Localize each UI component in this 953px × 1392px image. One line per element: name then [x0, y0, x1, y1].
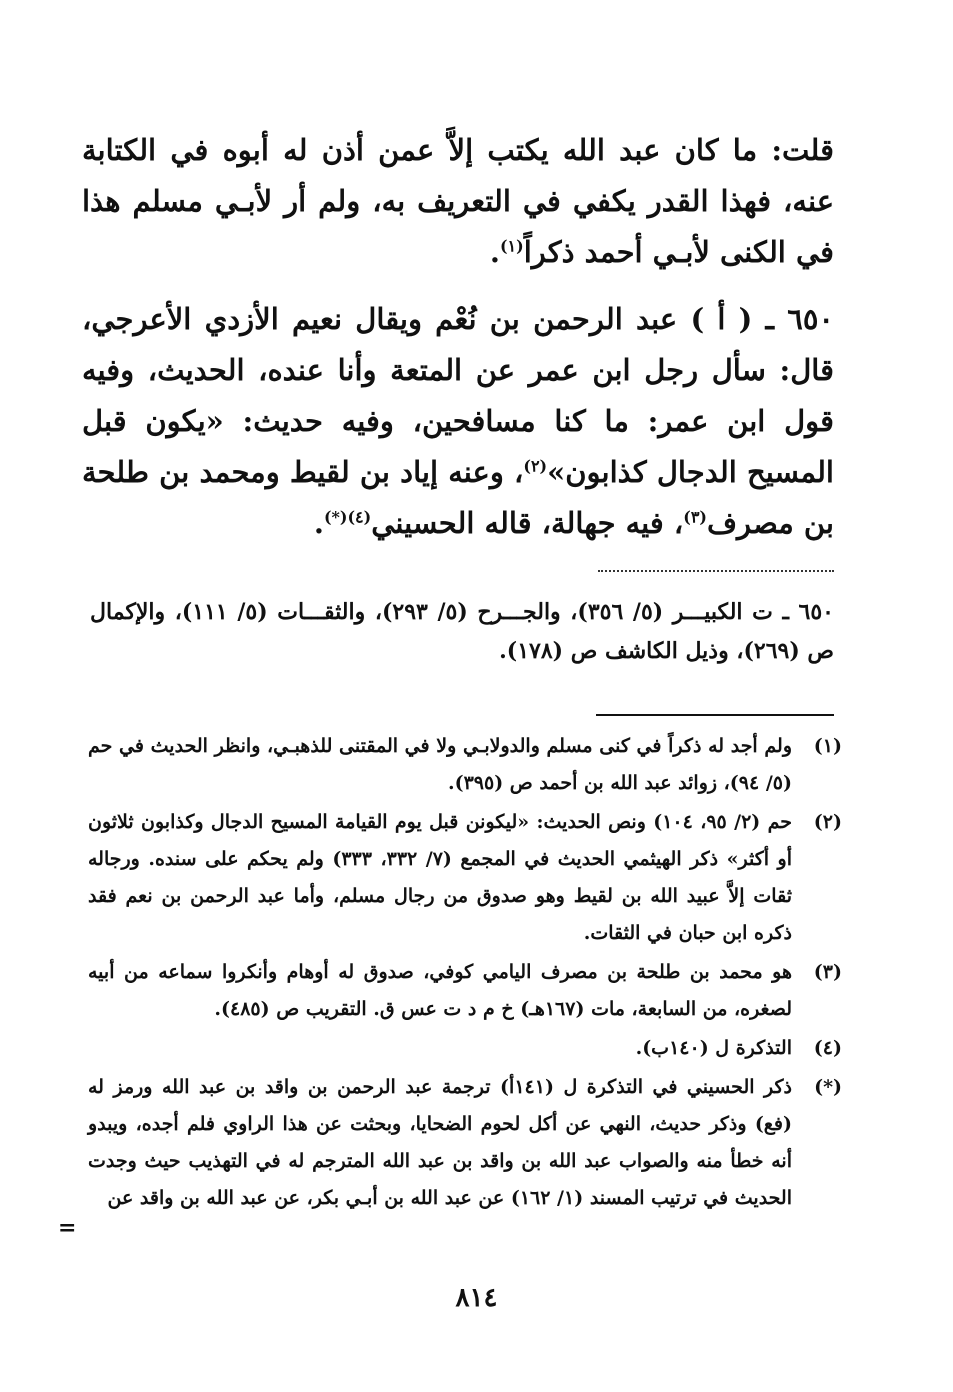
- entry-end: .: [313, 506, 324, 540]
- footnote-4: [88, 1030, 842, 1067]
- source-note-line: ٦٥٠ ـ ت الكبيـــر (٥/ ٣٥٦)، والجـــرح (٥/ ٢٩٣)، والثقـــات (٥/ ١١١)، والإكمال ص (٢٦٩)، وذيل الكاشف ص (١٧٨).: [90, 599, 834, 664]
- footnote-number: (٢): [813, 811, 842, 833]
- paragraph-intro-text: قلت: ما كان عبد الله يكتب إلاَّ عمن أذن له أبوه في الكتابة عنه، فهذا القدر يكفي في التعريف به، ولم أر لأبـي مسلم هذا في الكنى لأبـي أحمد ذكراً: [82, 133, 834, 269]
- source-note: [90, 593, 834, 671]
- footnote-1: [88, 728, 842, 802]
- footnote-rule: [596, 714, 834, 716]
- dotted-separator: [598, 570, 834, 572]
- entry-text-a: ٦٥٠ ـ ( أ ) عبد الرحمن بن نُعْم ويقال نعيم الأزدي الأعرجي، قال: سأل رجل ابن عمر عن المتعة وأنا عنده، الحديث، وفيه قول ابن عمر: ما كنا مسافحين، وفيه حديث: «يكون قبل المسيح الدجال كذابون»: [82, 302, 834, 489]
- footnote-star: [88, 1069, 842, 1217]
- entry-text-c: ، فيه جهالة، قاله الحسيني: [371, 506, 684, 540]
- footnote-ref-4: (٤)(*): [323, 507, 372, 527]
- footnote-number: (١): [813, 735, 842, 757]
- footnote-2: [88, 804, 842, 952]
- footnote-3: [88, 954, 842, 1028]
- footnote-text: ذكر الحسيني في التذكرة ل (١٤١أ) ترجمة عبد الرحمن بن واقد بن عبد الله ورمز له (فع) وذكر حديث، النهي عن أكل لحوم الضحايا، وبحثت عن هذا الراوي فلم أجده، ويبدو أنه خطأ منه والصواب عبد الله بن واقد بن عبد الله المترجم له في التهذيب حيث وجدت الحديث في ترتيب المسند (١/ ١٦٢) عن عبد الله بن أبـي بكر، عن عبد الله بن واقد عن: [88, 1076, 792, 1209]
- main-text: [82, 125, 834, 549]
- paragraph-intro: [82, 125, 834, 278]
- page-number: ٨١٤: [455, 1283, 498, 1313]
- footnote-ref-2: (٢): [523, 456, 548, 476]
- continuation-mark: =: [58, 1215, 77, 1241]
- footnote-number: (٤): [813, 1037, 842, 1059]
- paragraph-intro-end: .: [489, 235, 500, 269]
- footnote-text: حم (٢/ ٩٥، ١٠٤) ونص الحديث: «ليكونن قبل يوم القيامة المسيح الدجال وكذابون ثلاثون أو أكثر» ذكر الهيثمي الحديث في المجمع (٧/ ٣٣٢، ٣٣٣) ولم يحكم على سنده. ورجاله ثقات إلاَّ عبيد الله بن لقيط وهو صدوق من رجال مسلم، وأما عبد الرحمن بن نعم فقد ذكره ابن حبان في الثقات.: [88, 811, 793, 944]
- entry-text-b: ، وعنه إياد بن لقيط ومحمد بن طلحة بن مصرف: [82, 455, 834, 540]
- footnote-ref-3: (٣): [683, 507, 707, 527]
- footnote-text: التذكرة ل (١٤٠ب).: [635, 1037, 792, 1059]
- entry-650a: [82, 294, 834, 549]
- footnote-ref-1: (١): [499, 236, 524, 256]
- footnotes: [88, 728, 842, 1219]
- footnote-number: (٣): [813, 961, 842, 983]
- footnote-text: ولم أجد له ذكراً في كنى مسلم والدولابـي ولا في المقتنى للذهبـي، وانظر الحديث في حم (٥/ ٩٤)، زوائد عبد الله بن أحمد ص (٣٩٥).: [88, 735, 792, 794]
- footnote-number: (*): [814, 1076, 842, 1098]
- footnote-text: هو محمد بن طلحة بن مصرف اليامي كوفي، صدوق له أوهام وأنكروا سماعه من أبيه لصغره، من السابعة، مات (١٦٧هـ) خ م د ت عس ق. التقريب ص (٤٨٥).: [88, 961, 792, 1020]
